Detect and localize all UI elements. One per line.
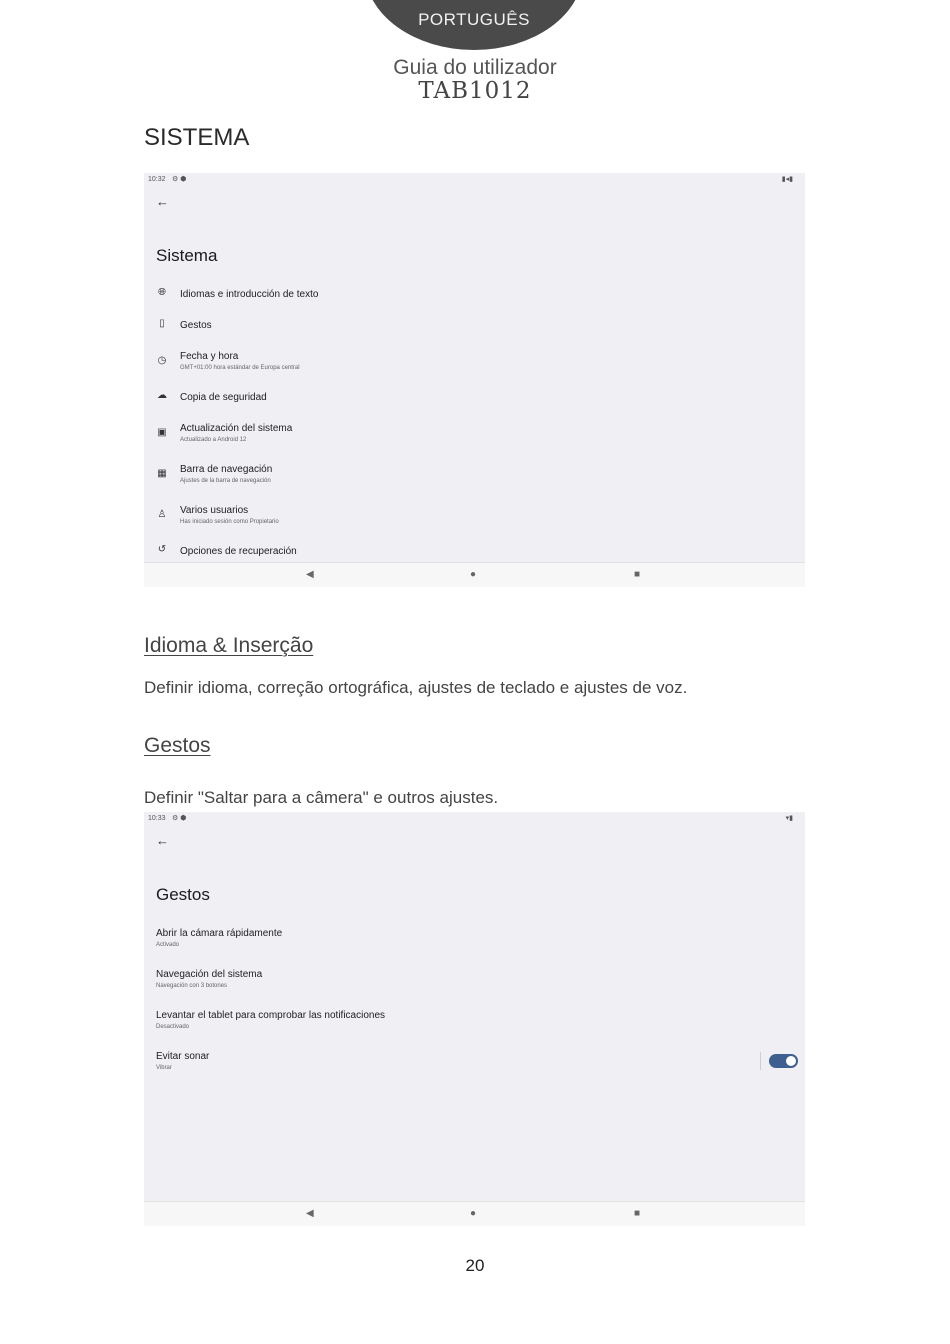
settings-item-sub: Has iniciado sesión como Propietario	[180, 519, 279, 525]
status-time: 10:32	[148, 176, 166, 183]
gesture-item-sub: Vibrar	[156, 1065, 172, 1071]
navigation-bar	[144, 1201, 805, 1226]
settings-item-multiple-users[interactable]	[156, 504, 805, 534]
back-triangle-icon[interactable]: ◀	[306, 569, 314, 580]
settings-item-sub: Ajustes de la barra de navegación	[180, 478, 271, 484]
gesture-item-label: Navegación del sistema	[156, 969, 263, 980]
recents-square-icon[interactable]: ■	[634, 569, 641, 580]
paragraph-gestures: Definir "Saltar para a câmera" e outros ajustes.	[144, 788, 499, 807]
battery-icon: ▮◂▮	[781, 176, 793, 183]
home-circle-icon[interactable]: ●	[470, 1208, 477, 1219]
status-icons: ⚙ ⬢	[172, 815, 187, 822]
language-tab-label: PORTUGUÊS	[418, 10, 530, 29]
section-title: SISTEMA	[144, 124, 250, 151]
back-arrow-icon[interactable]: ←	[156, 194, 169, 209]
gesture-item-label: Levantar el tablet para comprobar las notificaciones	[156, 1010, 386, 1021]
user-icon: ♙	[157, 509, 167, 520]
clock-icon: ◷	[157, 355, 167, 366]
settings-item-label: Fecha y hora	[180, 351, 239, 362]
settings-item-system-update[interactable]	[156, 422, 805, 452]
screenshot-system-settings	[144, 173, 805, 587]
status-icons: ⚙ ⬢	[172, 176, 187, 183]
screen-title: Gestos	[156, 885, 210, 904]
gesture-item-label: Evitar sonar	[156, 1051, 210, 1062]
toggle-divider	[760, 1052, 761, 1070]
gesture-item-prevent-ringing[interactable]	[156, 1050, 805, 1080]
settings-item-date-time[interactable]	[156, 350, 805, 380]
status-bar	[144, 812, 805, 826]
recents-square-icon[interactable]: ■	[634, 1208, 641, 1219]
navigation-bar-icon: ▦	[157, 468, 167, 479]
settings-item-sub: Actualizado a Android 12	[180, 437, 247, 443]
navigation-bar	[144, 562, 805, 587]
wifi-battery-icon: ▾▮	[785, 815, 793, 822]
phone-gesture-icon: ▯	[159, 318, 165, 329]
settings-item-label: Gestos	[180, 320, 212, 331]
status-bar	[144, 173, 805, 187]
screenshot-gestures-settings	[144, 812, 805, 1226]
system-update-icon: ▣	[157, 427, 167, 438]
gesture-item-sub: Navegación con 3 botones	[156, 983, 228, 989]
settings-item-backup[interactable]	[156, 390, 805, 420]
back-triangle-icon[interactable]: ◀	[306, 1208, 314, 1219]
gesture-item-system-navigation[interactable]	[156, 968, 805, 998]
back-arrow-icon[interactable]: ←	[156, 833, 169, 848]
settings-item-languages[interactable]	[156, 287, 805, 317]
settings-item-label: Opciones de recuperación	[180, 546, 297, 557]
model-name: TAB1012	[418, 78, 532, 104]
cloud-backup-icon: ☁	[157, 390, 167, 401]
guide-title: Guia do utilizador	[393, 56, 557, 79]
globe-icon: 🌐︎	[158, 287, 166, 298]
settings-item-label: Idiomas e introducción de texto	[180, 289, 319, 300]
heading-gestures: Gestos	[144, 734, 211, 757]
paragraph-language-input: Definir idioma, correção ortográfica, ajustes de teclado e ajustes de voz.	[144, 678, 688, 697]
restore-icon: ↺	[157, 544, 167, 555]
settings-item-gestures[interactable]	[156, 318, 805, 348]
home-circle-icon[interactable]: ●	[470, 569, 477, 580]
gesture-item-sub: Desactivado	[156, 1024, 190, 1030]
toggle-knob	[786, 1056, 796, 1066]
screen-title: Sistema	[156, 246, 218, 265]
language-tab	[365, 0, 583, 50]
page-number: 20	[465, 1256, 485, 1275]
gesture-item-sub: Activado	[156, 942, 180, 948]
gesture-item-lift-to-check[interactable]	[156, 1009, 805, 1039]
gesture-item-label: Abrir la cámara rápidamente	[156, 928, 283, 939]
status-time: 10:33	[148, 815, 166, 822]
settings-item-label: Copia de seguridad	[180, 392, 267, 403]
gesture-item-quick-camera[interactable]	[156, 927, 805, 957]
heading-language-input: Idioma & Inserção	[144, 634, 314, 657]
settings-item-label: Actualización del sistema	[180, 423, 293, 434]
settings-item-navigation-bar[interactable]	[156, 463, 805, 493]
settings-item-label: Barra de navegación	[180, 464, 273, 475]
settings-item-sub: GMT+01:00 hora estándar de Europa central	[180, 365, 300, 371]
settings-item-label: Varios usuarios	[180, 505, 249, 516]
prevent-ringing-toggle[interactable]	[769, 1054, 798, 1068]
